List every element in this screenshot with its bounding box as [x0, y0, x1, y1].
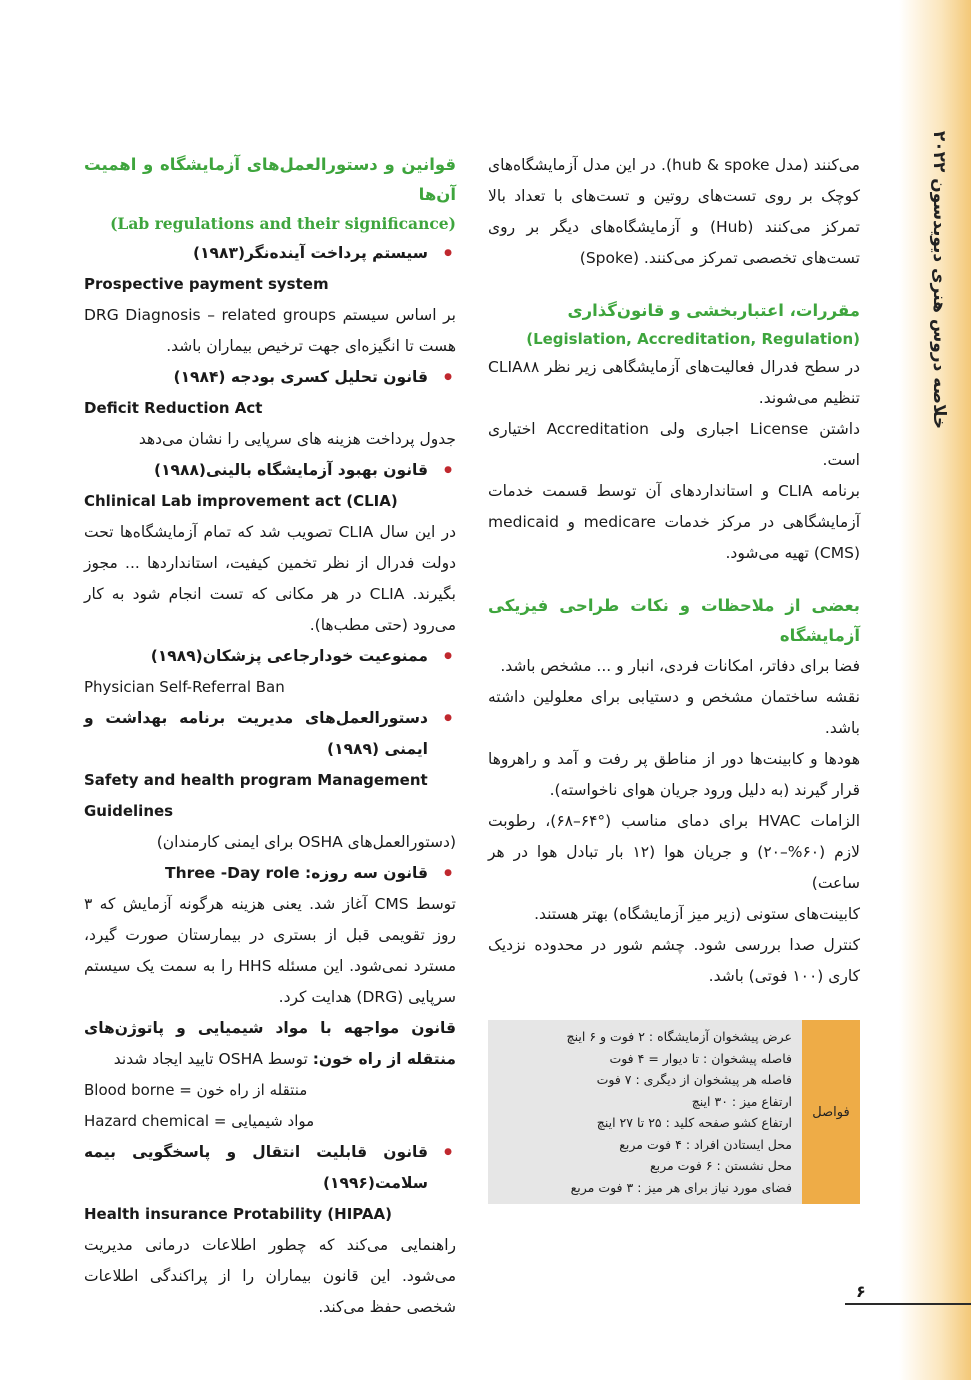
law-description: توسط OSHA تایید ایجاد شدند: [113, 1050, 308, 1068]
paragraph: توسط CMS آغاز شد. یعنی هزینه هرگونه آزمایش که ۳ روز تقویمی قبل از بستری در بیمارستان صورت گیرد، مسترد نمی‌شود. این مسئله HHS را به سمت یک سیستم سرپایی (DRG) هدایت کرد.: [84, 895, 457, 1006]
law-english-name: Chlinical Lab improvement act (CLIA): [84, 492, 398, 510]
law-title: ● ممنوعیت خودارجاعی پزشکان(۱۹۸۹): [84, 641, 456, 672]
list-item: فاصله پیشخوان : تا دیوار = ۴ فوت: [609, 1050, 792, 1066]
list-item: محل ایستادن افراد : ۴ فوت مربع: [619, 1136, 792, 1152]
law-english-name: Health insurance Protability (HIPAA): [84, 1205, 392, 1223]
list-item: عرض پیشخوان آزمایشگاه : ۲ فوت و ۶ اینچ: [566, 1029, 792, 1044]
paragraph: در این سال CLIA تصویب شد که تمام آزمایشگاه‌ها تحت دولت فدرال از نظر تخمین کیفیت، استانداردها ... مجوز بگیرند. CLIA در هر مکانی که تست انجام شود به کار می‌رود (حتی مطب‌ها).: [84, 523, 457, 634]
paragraph: راهنمایی می‌کند که چطور اطلاعات درمانی مدیریت می‌شود. این قانون بیماران را از پراکندگی اطلاعات شخصی حفظ می‌کند.: [84, 1236, 456, 1316]
section-title-physical-design: بعضی از ملاحظات و نکات طراحی فیزیکی آزمایشگاه: [488, 596, 860, 645]
section-title-legislation: مقررات، اعتباربخشی و قانون‌گذاری: [567, 301, 860, 320]
side-strip: [899, 0, 971, 1380]
law-title: ● قانون سه روزه: Three -Day role: [84, 858, 456, 889]
section-title-lab-regulations: قوانین و دستورالعمل‌های آزمایشگاه و اهمیت آن‌ها: [84, 155, 456, 204]
list-item: ارتفاع کشو صفحه کلید : ۲۵ تا ۲۷ اینچ: [596, 1115, 792, 1130]
paragraph: (دستورالعمل‌های OSHA برای ایمنی کارمندان): [156, 833, 456, 851]
law-english-name: Deficit Reduction Act: [84, 399, 263, 417]
section-subtitle-legislation: (Legislation, Accreditation, Regulation): [526, 330, 860, 348]
left-column: [84, 150, 456, 1323]
list-item: محل نشستن : ۶ فوت مربع: [649, 1158, 792, 1173]
page-number: ۶: [856, 1282, 866, 1301]
law-title: ● قانون تحلیل کسری بودجه (۱۹۸۴): [84, 362, 456, 393]
right-column: [488, 150, 860, 992]
paragraph: الزامات HVAC برای دمای مناسب (°۶۴–۶۸)، رطوبت لازم (۶۰%–۲۰) و جریان هوا (۱۲ بار تبادل هوا در هر ساعت): [488, 812, 861, 892]
definition-line: Blood borne = منتقله از راه خون: [84, 1081, 308, 1099]
paragraph: در سطح فدرال فعالیت‌های آزمایشگاهی زیر نظر CLIA۸۸ تنظیم می‌شوند.: [488, 358, 860, 407]
paragraph: نقشه ساختمان مشخص و دستیابی برای معلولین داشته باشد.: [488, 688, 860, 737]
law-title: ● دستورالعمل‌های مدیریت برنامه بهداشت و ایمنی (۱۹۸۹): [84, 703, 456, 765]
spacing-box-list: [488, 1020, 802, 1204]
list-item: ارتفاع میز : ۳۰ اینچ: [691, 1093, 792, 1109]
paragraph: داشتن License اجباری ولی Accreditation اختیاری است.: [488, 420, 860, 469]
list-item: فضای مورد نیاز برای هر میز : ۳ فوت مربع: [570, 1179, 792, 1195]
spacing-box-label: فواصل: [802, 1020, 860, 1204]
law-english-name: Prospective payment system: [84, 275, 329, 293]
law-title: ● قانون بهبود آزمایشگاه بالینی(۱۹۸۸): [84, 455, 456, 486]
paragraph: بر اساس سیستم DRG Diagnosis – related groups هست تا انگیزه‌ای جهت ترخیص بیماران باشد.: [84, 306, 456, 355]
paragraph: جدول پرداخت هزینه های سرپایی را نشان می‌دهد: [138, 430, 456, 448]
section-subtitle-lab-regulations: (Lab regulations and their significance): [110, 214, 456, 233]
spacing-box: [488, 1020, 860, 1204]
law-english-name: Safety and health program Management Guidelines: [84, 771, 428, 820]
list-item: فاصله هر پیشخوان از دیگری : ۷ فوت: [596, 1072, 792, 1087]
law-english-name: Physician Self-Referral Ban: [84, 678, 285, 696]
law-title: ● قانون قابلیت انتقال و پاسخگویی بیمه سلامت(۱۹۹۶): [84, 1137, 456, 1199]
paragraph: کنترل صدا بررسی شود. چشم شور در محدوده نزدیک کاری (۱۰۰ فوتی) باشد.: [488, 936, 860, 985]
running-title: خلاصه دروس هنری دیویدسون ۲۰۲۲: [929, 130, 949, 430]
paragraph: برنامه CLIA و استانداردهای آن توسط قسمت خدمات آزمایشگاهی در مرکز خدمات medicare و medicaid (CMS) تهیه می‌شود.: [488, 482, 860, 562]
paragraph: فضا برای دفاتر، امکانات فردی، انبار و ... مشخص باشد.: [500, 657, 860, 675]
paragraph: کابینت‌های ستونی (زیر میز آزمایشگاه) بهتر هستند.: [534, 905, 860, 923]
paragraph: هودها و کابینت‌ها دور از مناطق پر رفت و آمد و راهروها قرار گیرند (به دلیل ورود جریان هوای ناخواسته).: [488, 750, 860, 799]
law-title: قانون مواجهه با مواد شیمیایی و پاتوژن‌های منتقله از راه خون:: [84, 1019, 456, 1068]
law-title: ● سیستم پرداخت آینده‌نگر(۱۹۸۳): [84, 238, 456, 269]
footer-rule: [845, 1303, 971, 1305]
intro-paragraph: می‌کنند (مدل hub & spoke). در این مدل آزمایشگاه‌های کوچک بر روی تست‌های روتین و تست‌های با تعداد بالا تمرکز می‌کنند (Hub) و آزمایشگاه‌های دیگر بر روی تست‌های تخصصی تمرکز می‌کنند. (Spoke): [488, 156, 860, 267]
definition-line: Hazard chemical = مواد شیمیایی: [84, 1112, 315, 1130]
law-paragraph-chemicals: [84, 1013, 456, 1075]
